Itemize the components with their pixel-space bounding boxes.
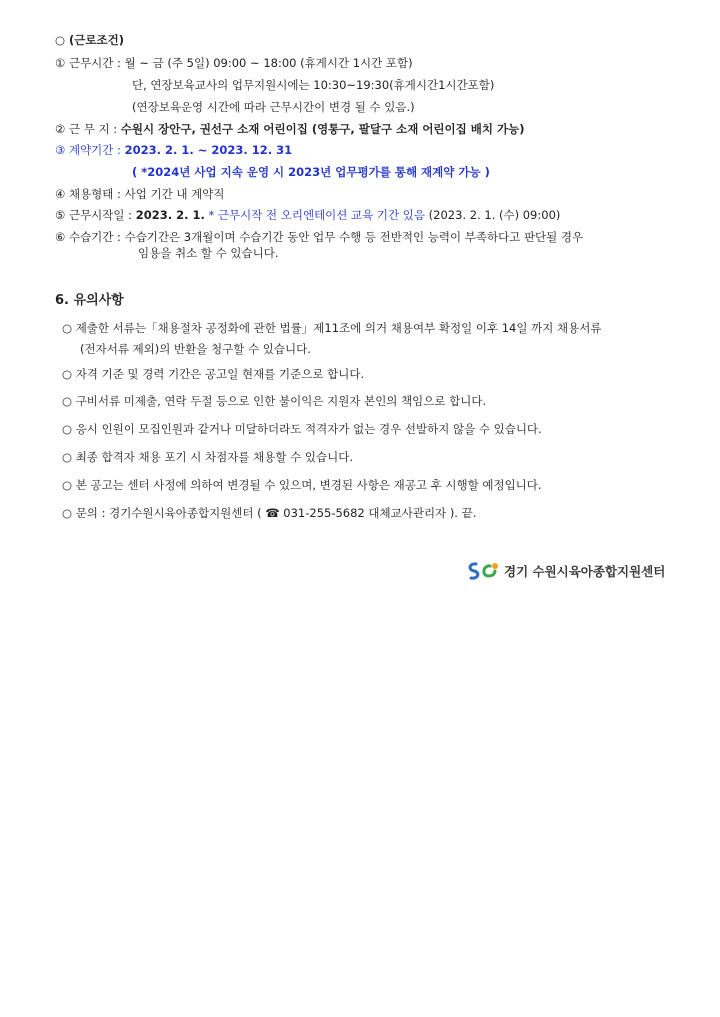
employment-type	[55, 186, 224, 202]
probation-label: ⑥ 수습기간 :	[55, 230, 125, 244]
work-hours-label: ① 근무시간 :	[55, 56, 125, 70]
probation-value-2: 임용을 취소 할 수 있습니다.	[138, 246, 279, 260]
notes-item-5: ○ 최종 합격자 채용 포기 시 차점자를 채용할 수 있습니다.	[62, 450, 353, 464]
work-hours	[55, 55, 413, 71]
contract-period-label: ③ 계약기간 :	[55, 143, 125, 157]
contract-period-note: ( *2024년 사업 지속 운영 시 2023년 업무평가를 통해 재계약 가능 )	[132, 165, 490, 179]
contract-period-value: 2023. 2. 1. ~ 2023. 12. 31	[124, 143, 293, 157]
work-hours-note-2: (연장보육운영 시간에 따라 근무시간이 변경 될 수 있음.)	[132, 100, 415, 114]
start-date-note: * 근무시작 전 오리엔테이션 교육 기간 있음	[204, 208, 426, 222]
center-logo-text: 경기 수원시육아종합지원센터	[504, 564, 666, 579]
start-date-note-date: (2023. 2. 1. (수) 09:00)	[425, 208, 561, 222]
conditions-header: ○ (근로조건)	[55, 33, 124, 47]
work-hours-value: 월 ~ 금 (주 5일) 09:00 ~ 18:00 (휴게시간 1시간 포함)	[124, 56, 413, 70]
probation	[55, 229, 583, 245]
notes-item-1: ○ 제출한 서류는「채용절차 공정화에 관한 법률」제11조에 의거 채용여부 확정일 이후 14일 까지 채용서류	[62, 321, 602, 335]
start-date	[55, 207, 560, 223]
center-logo	[466, 560, 665, 582]
notes-item-7: ○ 문의 : 경기수원시육아종합지원센터 ( ☎ 031-255-5682 대체교사관리자 ). 끝.	[62, 506, 477, 520]
work-place-value: 수원시 장안구, 권선구 소재 어린이집 (영통구, 팔달구 소재 어린이집 배치 가능)	[120, 122, 525, 136]
employment-type-value: 사업 기간 내 계약직	[124, 187, 225, 201]
probation-value-1: 수습기간은 3개월이며 수습기간 동안 업무 수행 등 전반적인 능력이 부족하다고 판단될 경우	[124, 230, 584, 244]
employment-type-label: ④ 채용형태 :	[55, 187, 125, 201]
start-date-value: 2023. 2. 1.	[135, 208, 205, 222]
work-place-label: ② 근 무 지 :	[55, 122, 121, 136]
notes-title: 6. 유의사항	[55, 293, 124, 308]
notes-item-4: ○ 응시 인원이 모집인원과 같거나 미달하더라도 적격자가 없는 경우 선발하지 않을 수 있습니다.	[62, 422, 542, 436]
start-date-label: ⑤ 근무시작일 :	[55, 208, 136, 222]
center-logo-icon	[466, 561, 500, 581]
notes-item-6: ○ 본 공고는 센터 사정에 의하여 변경될 수 있으며, 변경된 사항은 재공고 후 시행할 예정입니다.	[62, 478, 542, 492]
contract-period	[55, 142, 292, 158]
notes-item-3: ○ 구비서류 미제출, 연락 두절 등으로 인한 불이익은 지원자 본인의 책임으로 합니다.	[62, 394, 487, 408]
work-hours-note-1: 단, 연장보육교사의 업무지원시에는 10:30~19:30(휴게시간1시간포함)	[132, 78, 495, 92]
work-place	[55, 121, 524, 137]
notes-item-1-cont: (전자서류 제외)의 반환을 청구할 수 있습니다.	[80, 342, 311, 356]
notes-item-2: ○ 자격 기준 및 경력 기간은 공고일 현재를 기준으로 합니다.	[62, 367, 365, 381]
